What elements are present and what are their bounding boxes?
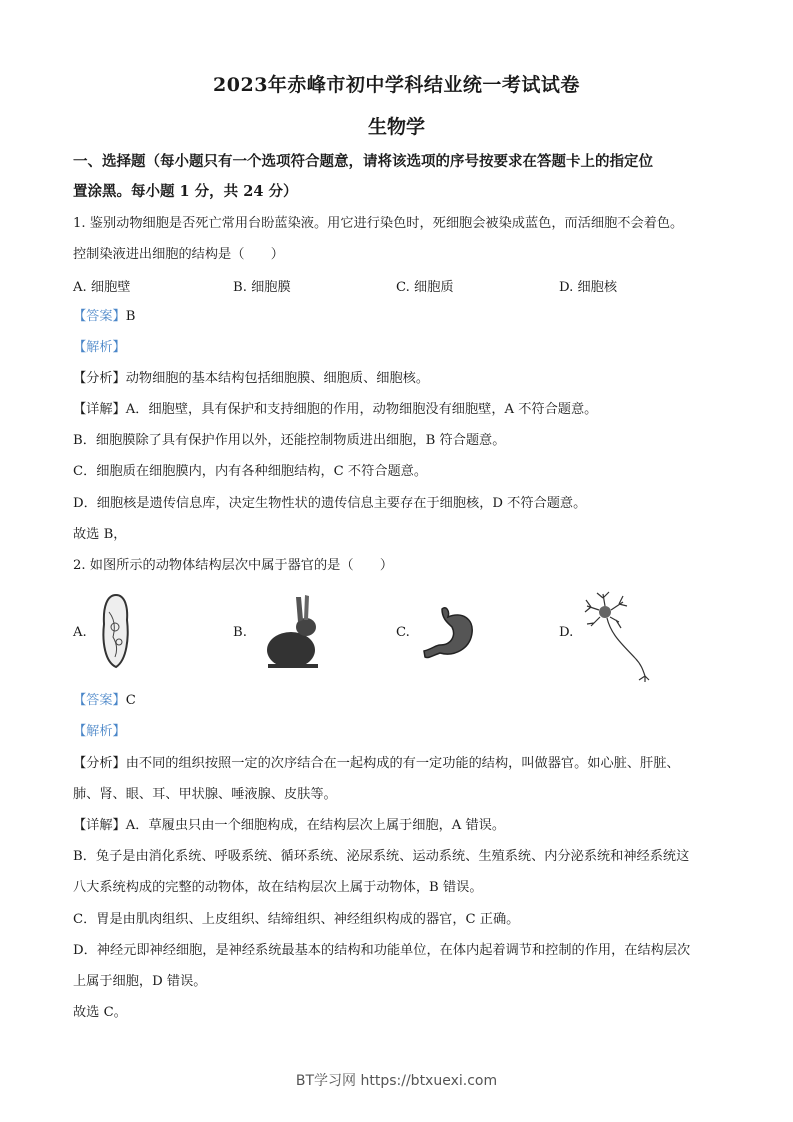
xiangjie-text: A．草履虫只由一个细胞构成，在结构层次上属于细胞，A 错误。: [125, 818, 506, 833]
answer-label: 【答案】: [73, 693, 126, 708]
q2-fenxi-line1: [73, 754, 680, 774]
q2-xiangjie-a: [73, 816, 505, 836]
q2-fenxi-line2: 肺、肾、眼、耳、甲状腺、唾液腺、皮肤等。: [73, 787, 337, 802]
xiangjie-text: A．细胞壁，具有保护和支持细胞的作用，动物细胞没有细胞壁，A 不符合题意。: [125, 402, 598, 417]
exam-subtitle: 生物学: [367, 116, 425, 138]
q1-answer: [73, 307, 135, 327]
stomach-image: [422, 605, 482, 661]
q1-xiangjie-d: D．细胞核是遗传信息库，决定生物性状的遗传信息主要存在于细胞核，D 不符合题意。: [73, 496, 587, 511]
q1-xiangjie-b: B．细胞膜除了具有保护作用以外，还能控制物质进出细胞，B 符合题意。: [73, 433, 506, 448]
q1-analysis-label: 【解析】: [73, 340, 126, 355]
q2-option-c-label: C.: [396, 625, 410, 640]
q1-xiangjie-a: [73, 400, 597, 420]
rabbit-image: [258, 592, 326, 672]
q1-conclusion: 故选 B，: [73, 527, 127, 542]
q1-xiangjie-c: C．细胞质在细胞膜内，内有各种细胞结构，C 不符合题意。: [73, 464, 428, 479]
section-heading-line1: 一、选择题（每小题只有一个选项符合题意，请将该选项的序号按要求在答题卡上的指定位: [73, 153, 653, 170]
q1-option-a: A. 细胞壁: [73, 280, 131, 295]
q2-xiangjie-b-line2: 八大系统构成的完整的动物体，故在结构层次上属于动物体，B 错误。: [73, 880, 483, 895]
section-heading-line2: 置涂黑。每小题 1 分，共 24 分）: [73, 183, 298, 200]
neuron-image: [583, 590, 658, 682]
answer-value: B: [125, 309, 136, 324]
q2-conclusion: 故选 C。: [73, 1005, 127, 1020]
xiangjie-label: 【详解】: [73, 818, 126, 833]
q1-option-d: D. 细胞核: [559, 280, 618, 295]
q2-option-b-label: B.: [233, 625, 247, 640]
answer-value: C: [125, 693, 136, 708]
q2-analysis-label: 【解析】: [73, 724, 126, 739]
q2-answer: [73, 691, 136, 711]
q1-stem-line1: 1. 鉴别动物细胞是否死亡常用台盼蓝染液。用它进行染色时，死细胞会被染成蓝色，而活细胞不会着色。: [73, 216, 684, 231]
footer-watermark: BT学习网 https://btxuexi.com: [295, 1073, 498, 1089]
fenxi-text: 由不同的组织按照一定的次序结合在一起构成的有一定功能的结构，叫做器官。如心脏、肝脏、: [125, 756, 680, 771]
fenxi-text: 动物细胞的基本结构包括细胞膜、细胞质、细胞核。: [125, 371, 430, 386]
paramecium-image: [95, 592, 137, 670]
q2-xiangjie-d-line1: D．神经元即神经细胞，是神经系统最基本的结构和功能单位，在体内起着调节和控制的作用，在结构层次: [73, 943, 691, 958]
answer-label: 【答案】: [73, 309, 126, 324]
q1-stem-line2: 控制染液进出细胞的结构是（ ）: [73, 247, 284, 262]
q1-option-b: B. 细胞膜: [233, 280, 291, 295]
xiangjie-label: 【详解】: [73, 402, 126, 417]
q2-xiangjie-c: C．胃是由肌肉组织、上皮组织、结缔组织、神经组织构成的器官，C 正确。: [73, 912, 520, 927]
q2-option-d-label: D.: [559, 625, 574, 640]
q2-xiangjie-d-line2: 上属于细胞，D 错误。: [73, 974, 207, 989]
q2-xiangjie-b-line1: B．兔子是由消化系统、呼吸系统、循环系统、泌尿系统、运动系统、生殖系统、内分泌系统和神经系统这: [73, 849, 690, 864]
q2-stem: 2. 如图所示的动物体结构层次中属于器官的是（ ）: [73, 558, 394, 573]
fenxi-label: 【分析】: [73, 371, 126, 386]
q1-fenxi: [73, 369, 429, 389]
exam-title: 2023年赤峰市初中学科结业统一考试试卷: [213, 74, 580, 96]
q2-option-a-label: A.: [73, 625, 87, 640]
q1-option-c: C. 细胞质: [396, 280, 454, 295]
fenxi-label: 【分析】: [73, 756, 126, 771]
